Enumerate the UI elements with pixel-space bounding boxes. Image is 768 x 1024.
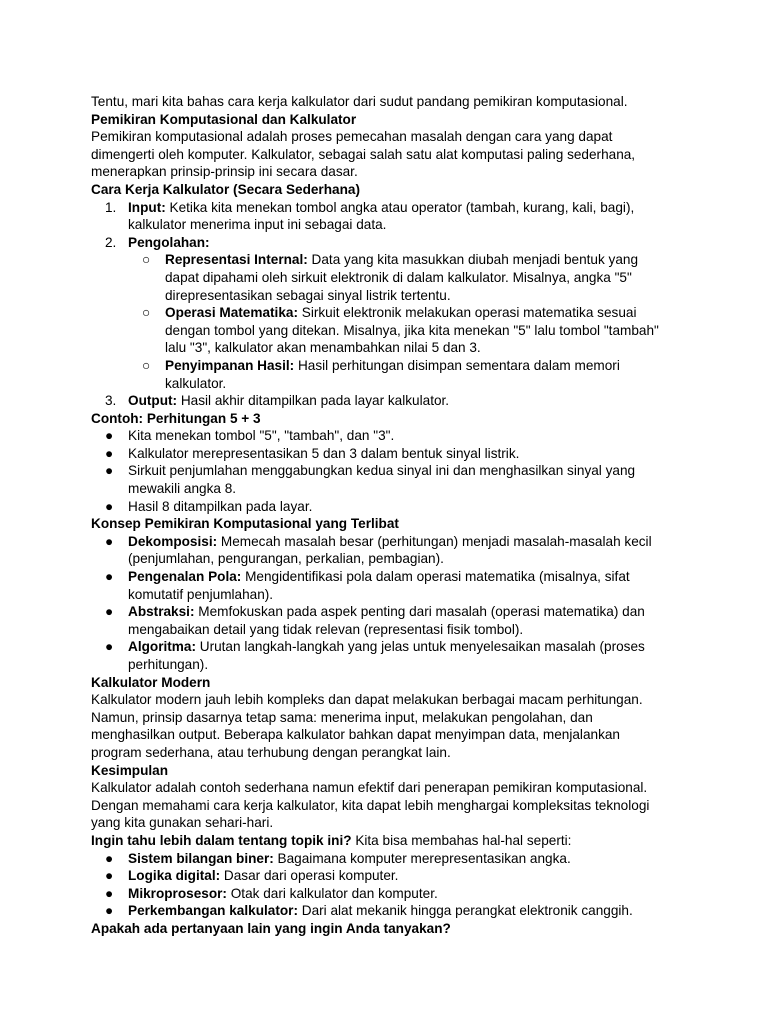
list-item-continuation: perhitungan). (128, 657, 209, 672)
document-body (91, 93, 691, 938)
list-item (91, 445, 691, 463)
item-label: Sistem bilangan biner: (128, 850, 274, 866)
item-text: Otak dari kalkulator dan komputer. (226, 885, 438, 901)
bullet-icon: ● (105, 445, 114, 461)
list-number: 1. (105, 199, 117, 215)
heading-pemikiran-komputasional: Pemikiran Komputasional dan Kalkulator (91, 111, 357, 127)
heading-cara-kerja: Cara Kerja Kalkulator (Secara Sederhana) (91, 181, 360, 197)
list-item-mikroprosesor (91, 885, 691, 903)
list-item-abstraksi (91, 603, 691, 621)
item-text: Memfokuskan pada aspek penting dari masalah (operasi matematika) dan (194, 604, 645, 620)
paragraph-line: Kalkulator adalah contoh sederhana namun efektif dari penerapan pemikiran komputasional. (91, 780, 648, 796)
list-item-algoritma (91, 638, 691, 656)
list-item-logika (91, 867, 691, 885)
heading-contoh: Contoh: Perhitungan 5 + 3 (91, 410, 261, 426)
item-text: Sirkuit penjumlahan menggabungkan kedua sinyal ini dan menghasilkan sinyal yang (128, 463, 636, 479)
item-label: Abstraksi: (128, 604, 195, 620)
paragraph-line: dimengerti oleh komputer. Kalkulator, sebagai salah satu alat komputasi paling sederhana, (91, 146, 636, 162)
item-text: Memecah masalah besar (perhitungan) menjadi masalah-masalah kecil (217, 533, 652, 549)
bullet-icon: ● (105, 533, 114, 549)
item-label: Penyimpanan Hasil: (165, 357, 295, 373)
list-item-pengolahan (91, 234, 691, 252)
bullet-icon: ● (105, 604, 114, 620)
item-text: Data yang kita masukkan diubah menjadi bentuk yang (307, 252, 639, 268)
heading-kalkulator-modern: Kalkulator Modern (91, 674, 211, 690)
paragraph-line: program sederhana, atau terhubung dengan perangkat lain. (91, 744, 451, 760)
item-label: Pengenalan Pola: (128, 569, 242, 585)
item-text: Sirkuit elektronik melakukan operasi matematika sesuai (297, 305, 637, 321)
paragraph-line: Pemikiran komputasional adalah proses pemecahan masalah dengan cara yang dapat (91, 129, 613, 145)
item-text: Kalkulator merepresentasikan 5 dan 3 dalam bentuk sinyal listrik. (128, 445, 520, 461)
list-item-dekomposisi (91, 533, 691, 551)
item-label: Perkembangan kalkulator: (128, 903, 298, 919)
bullet-icon: ● (105, 850, 114, 866)
item-label: Mikroprosesor: (128, 885, 227, 901)
heading-kesimpulan: Kesimpulan (91, 762, 169, 778)
closing-question: Apakah ada pertanyaan lain yang ingin Anda tanyakan? (91, 920, 451, 936)
list-item (91, 498, 691, 516)
sub-item-continuation: dapat dipahami oleh sirkuit elektronik di dalam kalkulator. Misalnya, angka "5" (165, 269, 632, 285)
sub-item-continuation: dengan tombol yang ditekan. Misalnya, jika kita menekan "5" lalu tombol "tambah" (165, 322, 659, 338)
sub-item-penyimpanan (91, 357, 691, 375)
list-item-continuation: (penjumlahan, pengurangan, perkalian, pembagian). (128, 551, 444, 567)
list-item-continuation: kalkulator menerima input ini sebagai data. (128, 217, 387, 233)
bullet-icon: ● (105, 463, 114, 479)
sub-item-representasi (91, 251, 691, 269)
item-text: Hasil perhitungan disimpan sementara dalam memori (294, 357, 620, 373)
list-item-perkembangan (91, 902, 691, 920)
item-text: Hasil 8 ditampilkan pada layar. (128, 498, 313, 514)
heading-konsep: Konsep Pemikiran Komputasional yang Terlibat (91, 516, 399, 532)
item-label: Logika digital: (128, 868, 221, 884)
paragraph-line: menerapkan prinsip-prinsip ini secara dasar. (91, 164, 358, 180)
list-item-continuation: mengabaikan detail yang tidak relevan (representasi fisik tombol). (128, 621, 524, 637)
bullet-icon: ● (105, 903, 114, 919)
paragraph-line: menghasilkan output. Beberapa kalkulator bahkan dapat menyimpan data, menjalankan (91, 727, 620, 743)
lead-text: Kita bisa membahas hal-hal seperti: (351, 832, 572, 848)
item-label: Pengolahan: (128, 234, 210, 250)
list-item-input (91, 199, 691, 217)
lead-question: Ingin tahu lebih dalam tentang topik ini? (91, 832, 352, 848)
list-item-continuation: mewakili angka 8. (128, 481, 237, 497)
sub-item-continuation: direpresentasikan sebagai sinyal listrik tertentu. (165, 287, 451, 303)
paragraph-line: Namun, prinsip dasarnya tetap sama: menerima input, melakukan pengolahan, dan (91, 709, 593, 725)
item-label: Operasi Matematika: (165, 305, 298, 321)
circle-bullet-icon: ○ (142, 252, 151, 268)
item-text: Hasil akhir ditampilkan pada layar kalkulator. (177, 393, 450, 409)
item-label: Input: (128, 199, 166, 215)
item-text: Dasar dari operasi komputer. (220, 868, 399, 884)
further-topics-lead (91, 832, 691, 850)
list-item-biner (91, 850, 691, 868)
paragraph-line: yang kita gunakan sehari-hari. (91, 815, 274, 831)
item-text: Mengidentifikasi pola dalam operasi matematika (misalnya, sifat (241, 569, 630, 585)
list-item-pengenalan-pola (91, 568, 691, 586)
intro-paragraph: Tentu, mari kita bahas cara kerja kalkulator dari sudut pandang pemikiran komputasional. (91, 94, 628, 109)
item-label: Algoritma: (128, 639, 196, 655)
circle-bullet-icon: ○ (142, 357, 151, 373)
paragraph-line: Dengan memahami cara kerja kalkulator, kita dapat lebih menghargai kompleksitas teknologi (91, 797, 650, 813)
list-item-output (91, 392, 691, 410)
list-item (91, 462, 691, 480)
list-item-continuation: komutatif penjumlahan). (128, 586, 274, 602)
circle-bullet-icon: ○ (142, 305, 151, 321)
item-text: Urutan langkah-langkah yang jelas untuk menyelesaikan masalah (proses (195, 639, 645, 655)
item-label: Representasi Internal: (165, 252, 308, 268)
sub-item-continuation: kalkulator. (165, 375, 227, 391)
bullet-icon: ● (105, 885, 114, 901)
list-number: 3. (105, 393, 117, 409)
bullet-icon: ● (105, 639, 114, 655)
list-number: 2. (105, 234, 117, 250)
sub-item-continuation: lalu "3", kalkulator akan menambahkan nilai 5 dan 3. (165, 340, 481, 356)
item-text: Bagaimana komputer merepresentasikan angka. (273, 850, 571, 866)
item-label: Dekomposisi: (128, 533, 218, 549)
item-text: Dari alat mekanik hingga perangkat elektronik canggih. (297, 903, 633, 919)
sub-item-operasi (91, 304, 691, 322)
bullet-icon: ● (105, 498, 114, 514)
item-text: Ketika kita menekan tombol angka atau operator (tambah, kurang, kali, bagi), (165, 199, 635, 215)
list-item (91, 427, 691, 445)
bullet-icon: ● (105, 868, 114, 884)
bullet-icon: ● (105, 569, 114, 585)
bullet-icon: ● (105, 428, 114, 444)
paragraph-line: Kalkulator modern jauh lebih kompleks dan dapat melakukan berbagai macam perhitungan. (91, 692, 643, 708)
item-label: Output: (128, 393, 178, 409)
item-text: Kita menekan tombol "5", "tambah", dan "3". (128, 428, 395, 444)
